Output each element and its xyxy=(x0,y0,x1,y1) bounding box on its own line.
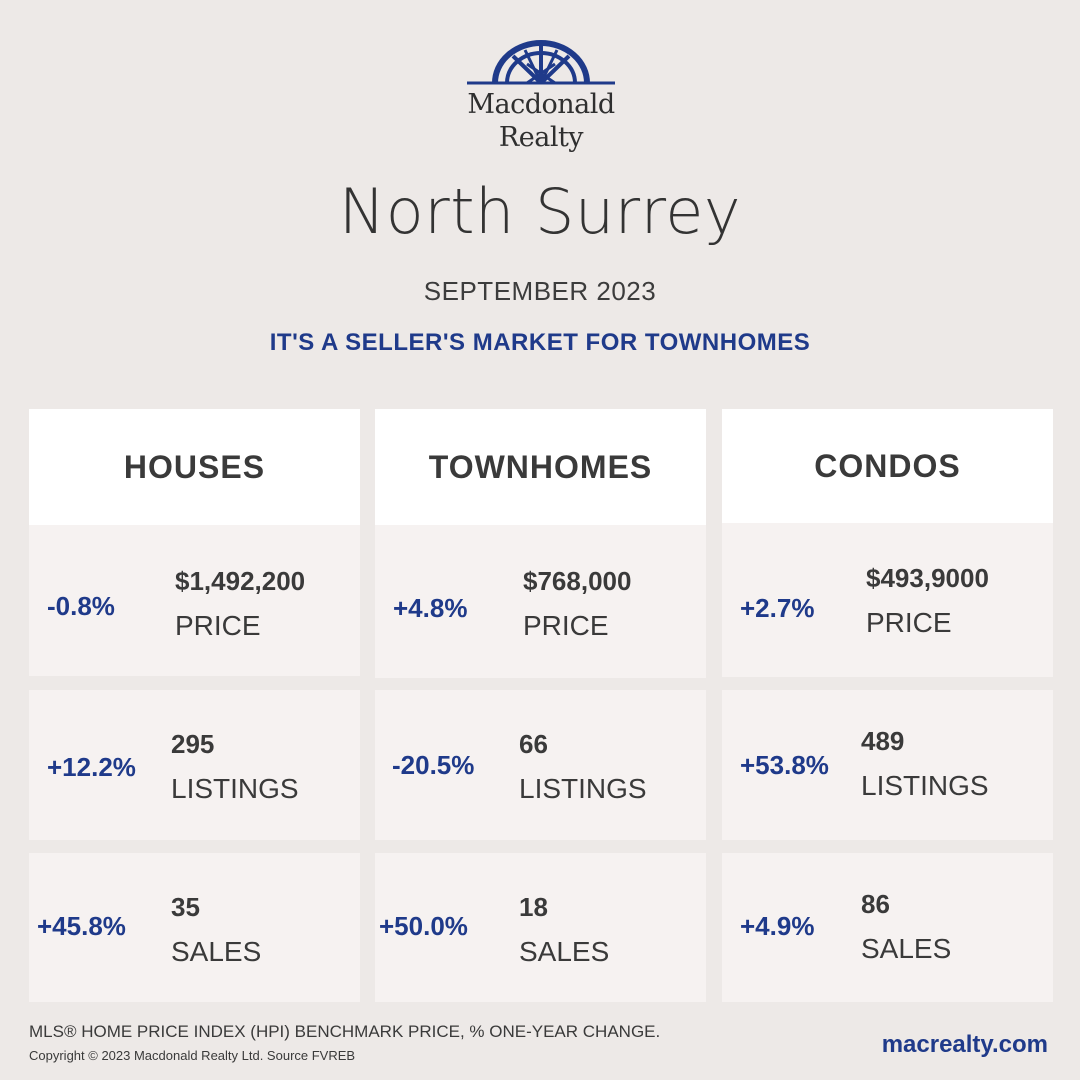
price-change: -0.8% xyxy=(47,591,115,621)
condos-price-card xyxy=(722,523,1053,677)
market-headline: IT'S A SELLER'S MARKET FOR TOWNHOMES xyxy=(269,329,811,356)
listings-label: LISTINGS xyxy=(861,770,989,801)
sales-label: SALES xyxy=(861,933,952,964)
sales-change: +4.9% xyxy=(740,911,815,941)
listings-label: LISTINGS xyxy=(519,773,647,804)
price-label: PRICE xyxy=(175,610,261,641)
column-title: CONDOS xyxy=(814,447,961,484)
listings-label: LISTINGS xyxy=(171,773,299,804)
townhomes-sales-card xyxy=(375,853,706,1002)
sales-label: SALES xyxy=(519,936,610,967)
price-label: PRICE xyxy=(866,607,952,638)
logo-line-2: Realty xyxy=(498,122,584,153)
sales-change: +50.0% xyxy=(379,911,468,941)
brand-logo xyxy=(462,40,620,154)
listings-value: 295 xyxy=(171,729,215,759)
column-header-townhomes xyxy=(375,409,706,525)
sales-label: SALES xyxy=(171,936,262,967)
listings-change: +12.2% xyxy=(47,752,136,782)
logo-line-1: Macdonald xyxy=(467,89,615,120)
column-header-houses xyxy=(29,409,360,525)
report-date: SEPTEMBER 2023 xyxy=(423,276,657,306)
listings-value: 66 xyxy=(519,729,548,759)
townhomes-listings-card xyxy=(375,690,706,840)
price-value: $493,9000 xyxy=(866,563,989,593)
listings-value: 489 xyxy=(861,726,905,756)
price-change: +4.8% xyxy=(393,593,468,623)
price-value: $1,492,200 xyxy=(175,566,306,596)
price-change: +2.7% xyxy=(740,593,815,623)
condos-sales-card xyxy=(722,853,1053,1002)
sales-value: 86 xyxy=(861,889,890,919)
sales-value: 18 xyxy=(519,892,548,922)
condos-listings-card xyxy=(722,690,1053,840)
page-title: North Surrey xyxy=(338,175,742,248)
column-title: HOUSES xyxy=(123,448,266,485)
sales-value: 35 xyxy=(171,892,200,922)
listings-change: -20.5% xyxy=(392,750,475,780)
column-header-condos xyxy=(722,409,1053,523)
houses-price-card xyxy=(29,525,360,676)
copyright-text: Copyright © 2023 Macdonald Realty Ltd. Source FVREB xyxy=(29,1048,356,1063)
sunburst-logo-icon xyxy=(463,40,619,88)
sales-change: +45.8% xyxy=(37,911,126,941)
listings-change: +53.8% xyxy=(740,750,829,780)
price-value: $768,000 xyxy=(523,566,632,596)
price-label: PRICE xyxy=(523,610,609,641)
houses-sales-card xyxy=(29,853,360,1002)
townhomes-price-card xyxy=(375,525,706,678)
hpi-footnote: MLS® HOME PRICE INDEX (HPI) BENCHMARK PRICE, % ONE-YEAR CHANGE. xyxy=(29,1022,661,1041)
houses-listings-card xyxy=(29,690,360,840)
website-link[interactable]: macrealty.com xyxy=(881,1031,1048,1058)
column-title: TOWNHOMES xyxy=(428,448,653,485)
